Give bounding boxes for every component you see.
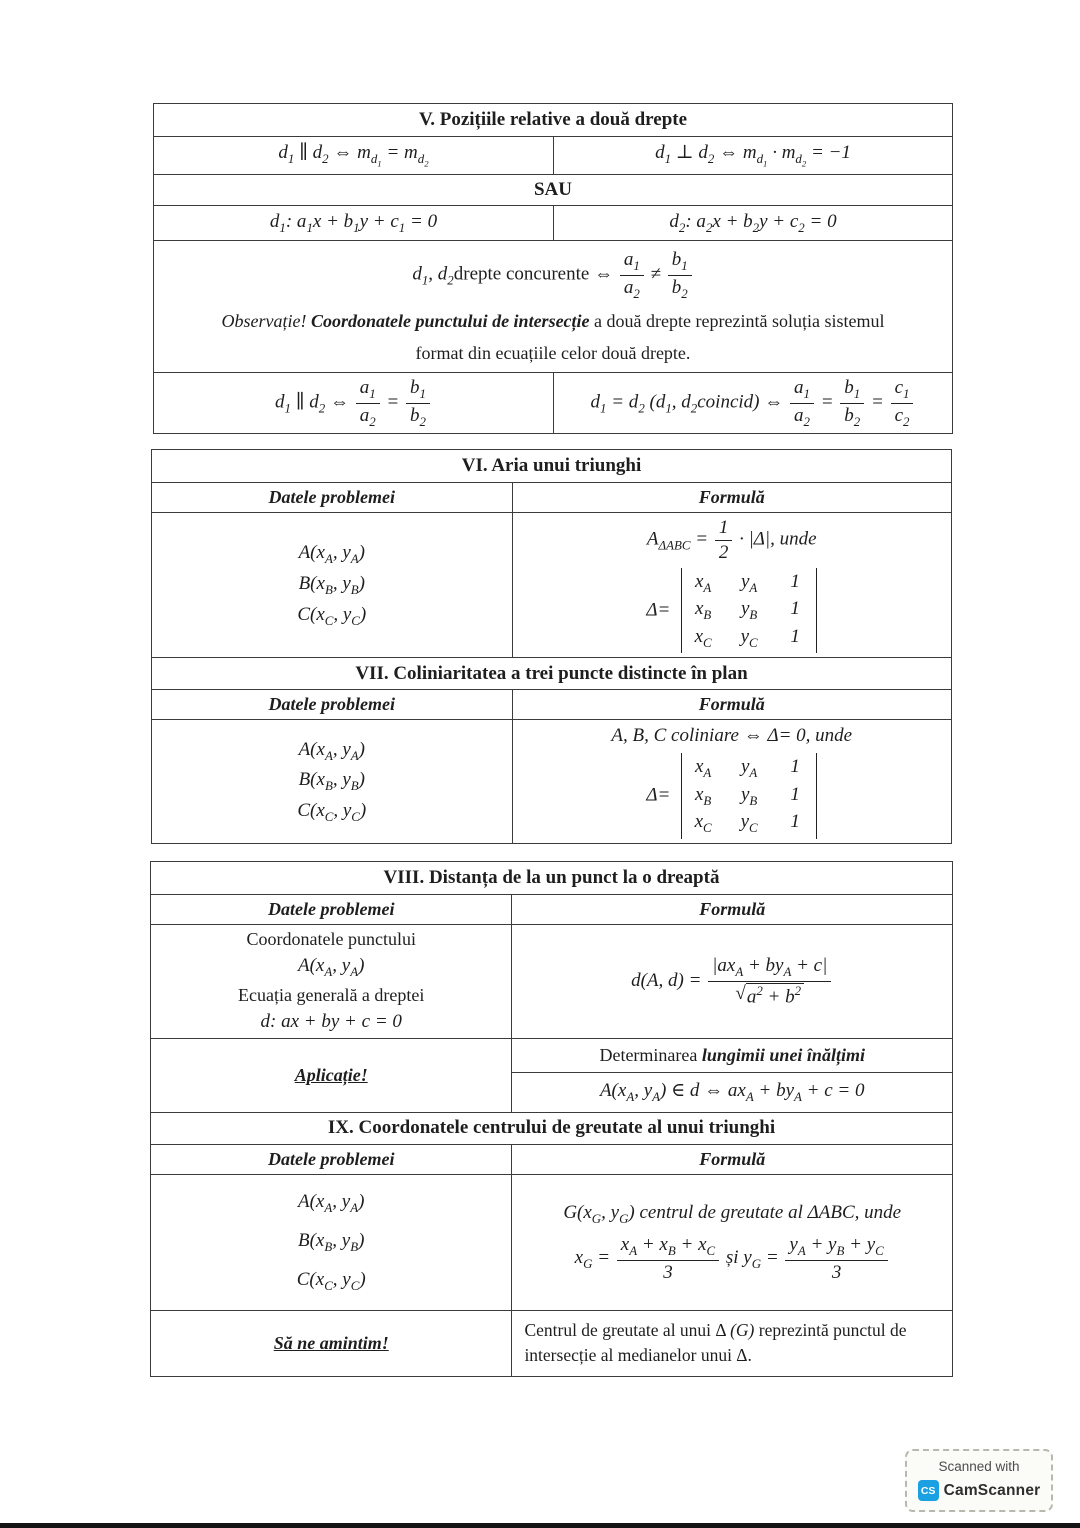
column-header-data: Datele problemei xyxy=(268,694,395,715)
table-row xyxy=(152,689,951,719)
column-header-formula: Formulă xyxy=(511,895,952,924)
table-cell xyxy=(512,513,951,657)
point-coordinates-label: Coordonatele punctului xyxy=(246,929,416,949)
table-cell xyxy=(151,925,511,1038)
centroid-note-part3: reprezintă punctul de intersecție al medianelor unui Δ. xyxy=(524,1319,907,1366)
column-header-formula: Formulă xyxy=(512,483,951,512)
column-header-data: Datele problemei xyxy=(267,1148,395,1169)
table-cell xyxy=(151,1039,511,1112)
table-row xyxy=(152,482,951,512)
observation-emphasis: Coordonatele punctului de intersecție xyxy=(311,310,590,331)
table-row xyxy=(152,719,951,842)
table-relative-positions-of-two-lines xyxy=(153,103,953,434)
line-general-equation: d: ax + by + c = 0 xyxy=(260,1010,402,1032)
remember-label: Să ne amintim! xyxy=(273,1332,389,1353)
observation-text: a două drepte reprezintă soluția sistemul xyxy=(594,310,885,331)
point-c-formula: $C(x_C$, $y_C$) xyxy=(297,603,367,628)
column-header-data: Datele problemei xyxy=(268,487,395,507)
table-row xyxy=(152,450,951,482)
point-a-formula: $A(x_A$, $y_A$) xyxy=(298,955,365,979)
point-a-formula: $A(x_A$, $y_A$) xyxy=(298,542,365,567)
column-header-data: Datele problemei xyxy=(267,899,395,919)
table-row xyxy=(154,205,952,241)
point-a-formula: $A(x_A$, $y_A$) xyxy=(298,738,365,763)
point-a-formula: $A(x_A$, $y_A$) xyxy=(298,1191,365,1216)
observation-text-line2: format din ecuațiile celor două drepte. xyxy=(415,342,691,363)
point-c-formula: $C(x_C$, $y_C$) xyxy=(296,1268,366,1293)
triangle-area-formula: $A_{\Delta ABC}$ = $\frac{1}{2}$ · |Δ|, unde xyxy=(646,517,817,563)
table-row xyxy=(154,240,952,372)
coincident-lines-formula: $d_1 = d_2$ ($d_1$, $d_2coincid$) ⇔ $\frac{a_1}{a_2}$ = $\frac{b_1}{b_2}$ = $\frac{c_1}{c_2}$ xyxy=(591,377,916,429)
concurrent-lines-formula: $d_1$, $d_2drepte$ concurente ⇔ $\frac{a_1}{a_2}$ ≠ $\frac{b_1}{b_2}$ xyxy=(412,249,693,301)
table-row xyxy=(154,104,952,136)
table-cell xyxy=(511,1175,952,1310)
perpendicular-slopes-formula: $d_1$ ⊥ $d_2$ ⇔ $m_{d_1} \cdot m_{d_2} = -1$ xyxy=(655,142,851,169)
scan-edge-artifact xyxy=(0,1523,1080,1528)
table-triangle-area-collinearity xyxy=(151,449,952,844)
column-header-formula: Formulă xyxy=(512,690,951,719)
point-b-formula: $B(x_B$, $y_B$) xyxy=(298,1230,365,1254)
table-row xyxy=(151,1144,952,1174)
table-row xyxy=(154,174,952,205)
centroid-coordinates-formula: $x_G$ = $\frac{x_A + x_B + x_C}{3}$ și $y_G$ = $\frac{y_A + y_B + y_C}{3}$ xyxy=(575,1234,890,1284)
table-row xyxy=(151,1174,952,1310)
table-row xyxy=(151,1112,952,1144)
table-cell xyxy=(512,720,951,842)
sau-connector-label: SAU xyxy=(533,178,572,200)
table-cell xyxy=(151,1175,511,1310)
centroid-definition: $G(x_G$, $y_G$) centrul de greutate al ΔABC, unde xyxy=(563,1202,902,1227)
point-on-line-formula: $A(x_A$, $y_A$) ∈ d ⇔ $ax_A + by_A + c = 0$ xyxy=(512,1072,952,1112)
line2-general-equation: $d_2$: $a_2x + b_2y + c_2 = 0$ xyxy=(669,210,837,235)
table-row xyxy=(154,372,952,433)
table-cell xyxy=(553,137,952,174)
height-length-lead: Determinarea xyxy=(599,1045,698,1066)
table-row xyxy=(151,894,952,924)
collinearity-condition: A, B, C coliniare ⇔ Δ= 0, unde xyxy=(611,725,853,747)
section-viii-title: VIII. Distanța de la un punct la o dreaptă xyxy=(383,867,720,888)
observation-line xyxy=(222,308,885,334)
centroid-note-part2: (G) xyxy=(730,1319,755,1340)
table-row xyxy=(151,1310,952,1376)
table-cell xyxy=(553,373,952,433)
column-header-formula: Formulă xyxy=(511,1145,952,1174)
section-vii-title: VII. Coliniaritatea a trei puncte distincte în plan xyxy=(355,662,748,684)
centroid-note xyxy=(511,1311,952,1376)
section-v-title: V. Pozițiile relative a două drepte xyxy=(418,109,688,130)
table-cell xyxy=(154,206,553,241)
table-cell xyxy=(154,373,553,433)
table-row xyxy=(151,862,952,894)
table-cell xyxy=(152,720,512,842)
parallel-ratio-formula: $d_1$ ∥ $d_2$ ⇔ $\frac{a_1}{a_2}$ = $\frac{b_1}{b_2}$ xyxy=(275,377,432,429)
line-equation-label: Ecuația generală a dreptei xyxy=(238,984,425,1005)
camscanner-brand: CamScanner xyxy=(943,1481,1041,1499)
height-length-line xyxy=(512,1039,952,1072)
table-row xyxy=(154,136,952,174)
line1-general-equation: $d_1$: $a_1x + b_1y + c_1 = 0$ xyxy=(269,210,438,235)
table-cell xyxy=(152,513,512,657)
table-cell xyxy=(511,1039,952,1112)
camscanner-badge xyxy=(905,1449,1053,1512)
point-line-distance-formula: d(A, d) = $|ax_A + by_A + c|$ √ $a^2 + b^2$ xyxy=(631,955,833,1008)
table-row xyxy=(152,657,951,689)
table-cell xyxy=(511,925,952,1038)
camscanner-brand-row xyxy=(913,1480,1045,1501)
table-cell xyxy=(154,241,952,372)
point-c-formula: $C(x_C$, $y_C$) xyxy=(297,800,367,824)
table-row xyxy=(151,924,952,1038)
table-cell xyxy=(151,1311,511,1376)
section-vi-title: VI. Aria unui triunghi xyxy=(461,455,642,476)
centroid-note-part1: Centrul de greutate al unui Δ xyxy=(524,1319,726,1340)
point-b-formula: $B(x_B$, $y_B$) xyxy=(298,769,365,794)
table-cell xyxy=(553,206,952,241)
application-label: Aplicație! xyxy=(294,1065,368,1086)
height-length-emphasis: lungimii unei înălțimi xyxy=(701,1045,865,1066)
point-b-formula: $B(x_B$, $y_B$) xyxy=(298,572,365,597)
camscanner-logo-icon: CS xyxy=(918,1480,939,1501)
table-cell xyxy=(154,137,553,174)
section-ix-title: IX. Coordonatele centrului de greutate al unui triunghi xyxy=(327,1117,776,1139)
table-row xyxy=(151,1038,952,1112)
table-distance-and-centroid xyxy=(150,861,953,1377)
observation-lead: Observație! xyxy=(221,310,307,331)
delta-determinant: Δ= $x_A$ $y_A$ 1 $x_B$ $y_B$ 1 $x_C$ $y_C$ 1 xyxy=(646,568,817,654)
delta-determinant: Δ= $x_A$ $y_A$ 1 $x_B$ $y_B$ 1 $x_C$ $y_C$ 1 xyxy=(646,753,817,839)
scanned-with-label: Scanned with xyxy=(938,1459,1020,1474)
table-row xyxy=(152,512,951,657)
parallel-slopes-formula: $d_1$ ∥ $d_2$ ⇔ $m_{d_1} = m_{d_2}$ xyxy=(278,142,429,169)
